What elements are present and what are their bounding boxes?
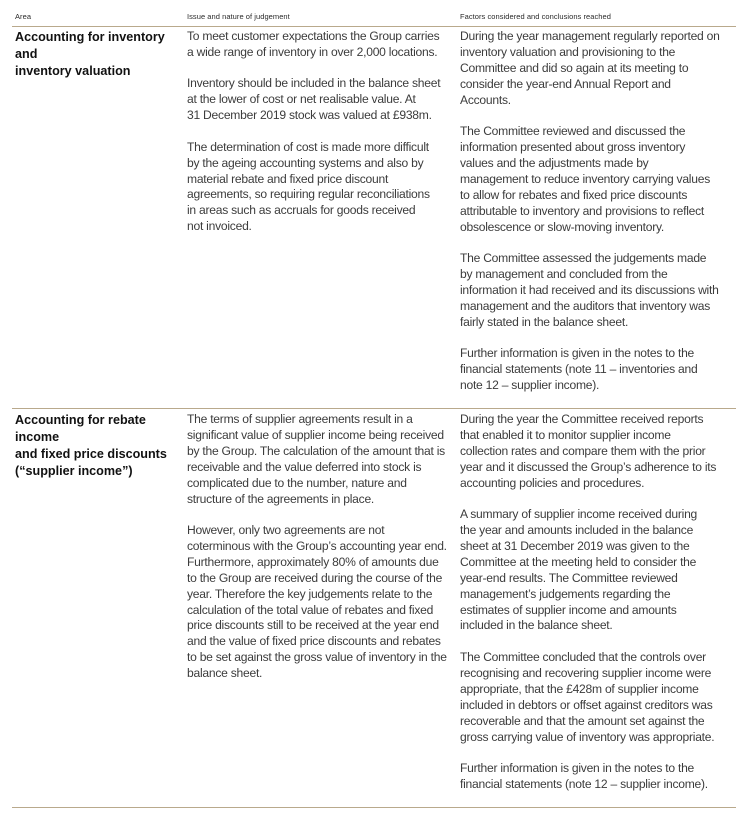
factors-paragraph [460,124,732,235]
area-title [15,29,183,80]
header-factors: Factors considered and conclusions reached [460,12,611,21]
area-cell [15,412,183,480]
factors-paragraph [460,251,732,331]
table-header [12,0,736,27]
text-line: fairly stated in the balance sheet. [460,314,629,329]
factors-paragraph [460,29,732,109]
text-line: sheet at 31 December 2019 was given to the [460,538,690,553]
issue-paragraph [187,140,455,235]
header-issue: Issue and nature of judgement [187,12,290,21]
text-line: by the Group. The calculation of the amount that is [187,443,445,458]
area-title-line: inventory valuation [15,64,131,78]
area-title-line: and fixed price discounts [15,447,167,461]
text-line: management to reduce inventory carrying values [460,171,710,186]
text-line: To meet customer expectations the Group carries [187,29,440,43]
text-line: values and the adjustments made by [460,155,649,170]
text-line: by management and concluded from the [460,266,668,281]
text-line: financial statements (note 11 – inventories and [460,362,698,377]
text-line: a wide range of inventory in over 2,000 locations. [187,44,438,59]
text-line: gross carrying value of inventory was appropriate. [460,729,715,744]
text-line: During the year the Committee received reports [460,412,704,426]
table-row [12,409,736,808]
text-line: accounting policies and procedures. [460,475,645,490]
text-line: and the value of fixed price discounts and rebates [187,634,441,649]
text-line: to the Group are received during the course of the [187,570,443,585]
text-line: The Committee reviewed and discussed the [460,124,686,139]
text-line: included in debtors or offset against creditors was [460,697,713,712]
text-line: Committee and did so again at its meeting to [460,60,689,75]
text-line: collection rates and compare them with the prior [460,443,706,458]
text-line: recognising and recovering supplier income were [460,665,712,680]
text-line: year and it discussed the Group’s adherence to its [460,459,717,474]
text-line: coterminous with the Group’s accounting year end. [187,538,447,553]
area-title-line: (“supplier income”) [15,464,133,478]
factors-paragraph [460,761,732,793]
text-line: management’s judgements regarding the [460,586,671,601]
area-title-line: Accounting for rebate income [15,413,146,444]
area-title-line: Accounting for inventory and [15,30,165,61]
text-line: price discounts still to be received at the year end [187,618,439,633]
text-line: A summary of supplier income received during [460,507,698,522]
area-cell [15,29,183,80]
text-line: inventory valuation and provisioning to the [460,44,676,59]
area-title [15,412,183,480]
text-line: However, only two agreements are not [187,523,385,538]
text-line: year. Therefore the key judgements relate to the [187,586,433,601]
factors-paragraph [460,346,732,394]
text-line: financial statements (note 12 – supplier income). [460,776,708,791]
text-line: structure of the agreements in place. [187,491,375,506]
text-line: Further information is given in the notes to the [460,761,695,775]
factors-paragraph [460,412,732,492]
factors-cell [460,29,732,410]
issue-cell [187,412,455,698]
issue-paragraph [187,412,455,507]
text-line: agreements, so requiring regular reconciliations [187,187,430,202]
factors-cell [460,412,732,808]
text-line: note 12 – supplier income). [460,378,600,392]
text-line: included in the balance sheet. [460,618,613,633]
header-area: Area [15,12,32,21]
text-line: information presented about gross inventory [460,140,686,155]
text-line: balance sheet. [187,666,263,681]
factors-paragraph [460,507,732,634]
text-line: The determination of cost is made more difficult [187,139,429,154]
issue-cell [187,29,455,251]
text-line: calculation of the total value of rebates and fixed [187,602,434,617]
text-line: by the ageing accounting systems and also by [187,155,424,170]
text-line: 31 December 2019 stock was valued at £938m. [187,108,432,123]
text-line: During the year management regularly reported on [460,29,720,43]
text-line: Furthermore, approximately 80% of amounts due [187,554,439,569]
text-line: estimates of supplier income and amounts [460,602,677,617]
text-line: complicated due to the number, nature and [187,475,407,490]
text-line: Inventory should be included in the balance sheet [187,76,441,91]
text-line: The terms of supplier agreements result in a [187,412,413,426]
factors-paragraph [460,650,732,745]
text-line: attributable to inventory and provisions to reflect [460,203,705,218]
text-line: Committee at the meeting held to consider the [460,554,697,569]
text-line: year-end results. The Committee reviewed [460,570,678,585]
text-line: to allow for rebates and fixed price discounts [460,187,688,202]
text-line: that enabled it to monitor supplier income [460,427,671,442]
text-line: receivable and the value deferred into stock is [187,459,422,474]
text-line: to be set against the gross value of inventory in the [187,650,447,665]
text-line: at the lower of cost or net realisable value. At [187,92,416,107]
issue-paragraph [187,29,455,61]
text-line: not invoiced. [187,219,252,234]
text-line: material rebate and fixed price discount [187,171,389,186]
text-line: appropriate, that the £428m of supplier income [460,681,699,696]
table-row [12,26,736,409]
issue-paragraph [187,523,455,682]
text-line: information it had received and its discussions with [460,282,719,297]
issue-paragraph [187,76,455,124]
text-line: recoverable and that the amount set against the [460,713,705,728]
text-line: management and the auditors that inventory was [460,298,711,313]
text-line: obsolescence or slow-moving inventory. [460,219,665,234]
text-line: in areas such as accruals for goods received [187,203,416,218]
text-line: significant value of supplier income being received [187,427,444,442]
text-line: consider the year-end Annual Report and [460,76,671,91]
text-line: Accounts. [460,92,511,107]
text-line: The Committee concluded that the controls over [460,649,706,664]
text-line: The Committee assessed the judgements made [460,251,707,266]
text-line: Further information is given in the notes to the [460,346,695,361]
text-line: the year and amounts included in the balance [460,523,694,538]
